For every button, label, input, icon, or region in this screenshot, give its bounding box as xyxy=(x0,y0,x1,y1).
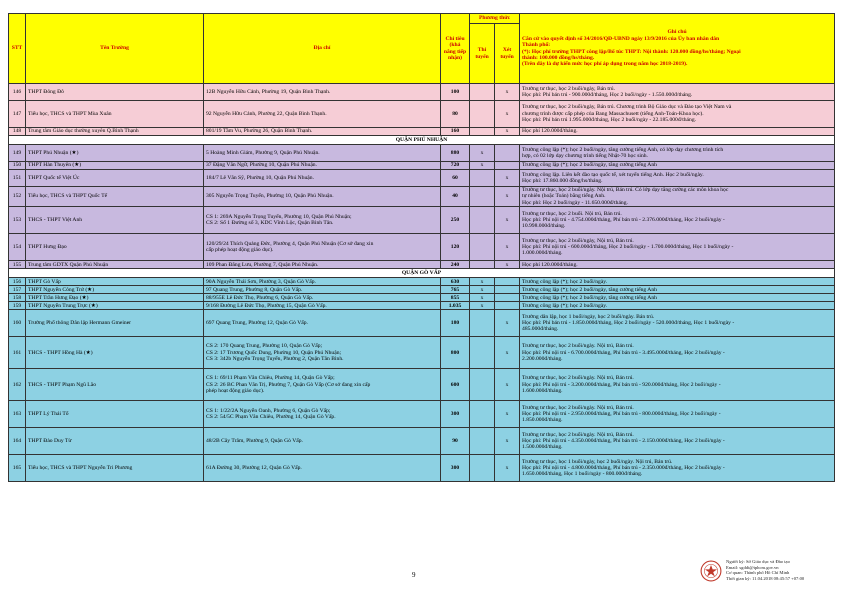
table-row xyxy=(9,310,835,337)
row-quota: 250 xyxy=(441,207,470,234)
row-school-name: THPT Hưng Đạo xyxy=(26,234,204,261)
row-quota: 180 xyxy=(441,310,470,337)
row-stt: 164 xyxy=(9,428,26,455)
row-note: Trường tư thục, học 2 buổi/ngày, Bán trú. Chương trình Bộ Giáo dục và Đào tạo Việt Nam và chương trình được cấp phép của Bang Massachusett (tiếng Anh-Toán-Khoa học). Học phí: Phí bán trú 1.995.000đ/tháng, Học 2 buổi/ngày - 22.185.000đ/tháng. xyxy=(520,101,835,128)
row-exam-mark xyxy=(470,261,495,269)
row-school-name: THPT Nguyễn Công Trứ (★) xyxy=(26,286,204,294)
row-stt: 146 xyxy=(9,84,26,101)
row-stt: 150 xyxy=(9,162,26,170)
row-note: Trường công lập (*); học 2 buổi/ngày, tăng cường tiếng Anh xyxy=(520,162,835,170)
row-stt: 152 xyxy=(9,187,26,207)
row-school-name: THPT Trần Hưng Đạo (★) xyxy=(26,294,204,302)
header-address: Địa chỉ xyxy=(204,14,441,84)
row-review-mark: x xyxy=(495,401,520,428)
row-exam-mark: x xyxy=(470,145,495,162)
row-exam-mark xyxy=(470,401,495,428)
row-exam-mark: x xyxy=(470,294,495,302)
row-stt: 155 xyxy=(9,261,26,269)
header-method-review: Xét tuyển xyxy=(495,24,520,84)
row-stt: 161 xyxy=(9,337,26,369)
row-school-name: THPT Quốc tế Việt Úc xyxy=(26,170,204,187)
row-stt: 149 xyxy=(9,145,26,162)
row-note: Trường tư thục, học 2 buổi/ngày, Nội trú, Bán trú. Học phí: Phí nội trú - 600.000đ/tháng, Học 2 buổi/ngày - 1.700.000đ/tháng, Học 1 buổi/ngày - 1.000.000đ/tháng. xyxy=(520,234,835,261)
row-note: Trường công lập (*); học 2 buổi/ngày. xyxy=(520,278,835,286)
row-note: Trường công lập (*); học 2 buổi/ngày, tăng cường tiếng Anh xyxy=(520,286,835,294)
row-stt: 160 xyxy=(9,310,26,337)
row-stt: 157 xyxy=(9,286,26,294)
row-stt: 153 xyxy=(9,207,26,234)
row-exam-mark: x xyxy=(470,162,495,170)
table-row xyxy=(9,302,835,310)
row-review-mark: x xyxy=(495,170,520,187)
header-quota: Chỉ tiêu (khả năng tiếp nhận) xyxy=(441,14,470,84)
row-school-name: THPT Đào Duy Từ xyxy=(26,428,204,455)
row-school-name: THCS - THPT Phạm Ngũ Lão xyxy=(26,369,204,401)
row-school-name: Tiểu học, THCS và THPT Mùa Xuân xyxy=(26,101,204,128)
row-exam-mark: x xyxy=(470,278,495,286)
header-stt: STT xyxy=(9,14,26,84)
row-review-mark: x xyxy=(495,369,520,401)
header-note: Ghi chú Căn cứ vào quyết định số 34/2016/QĐ-UBND ngày 13/9/2016 của Ủy ban nhân dân Thành phố: (*): Học phí trường THPT công lập/Bổ túc THPT: Nội thành: 120.000 đồng/hs/tháng; Ngoại thành: 100.000 đồng/hs/tháng. (Trên đây là dự kiến mức học phí áp dụng trong năm học 2018-2019). xyxy=(520,14,835,84)
row-address: CS 1: 69/11 Phạm Văn Chiêu, Phường 14, Quận Gò Vấp; CS 2: 26 BC Phan Văn Trị, Phường 7, Quận Gò Vấp (Cơ sở đang xin cấp phép hoạt động giáo dục). xyxy=(204,369,441,401)
row-note: Trường công lập (*); học 2 buổi/ngày. xyxy=(520,302,835,310)
row-school-name: THPT Đông Đô xyxy=(26,84,204,101)
section-go-vap xyxy=(9,269,835,278)
row-address: 92 Nguyễn Hữu Cảnh, Phường 22, Quận Bình Thạnh. xyxy=(204,101,441,128)
row-exam-mark xyxy=(470,428,495,455)
row-review-mark xyxy=(495,294,520,302)
row-address: CS 2: 170 Quang Trung, Phường 10, Quận Gò Vấp; CS 2: 17 Trương Quốc Dung, Phường 10, Quận Phú Nhuận; CS 3: 342b Nguyễn Trọng Tuyển, Phường 2, Quận Tân Bình. xyxy=(204,337,441,369)
row-address: 97 Quang Trung, Phường 8, Quận Gò Vấp. xyxy=(204,286,441,294)
row-note: Trường tư thục, học 2 buổi/ngày. Nội trú, Bán trú. Học phí: Phí nội trú - 3.200.000đ/tháng, Phí bán trú - 920.000đ/tháng, Học 2 buổi/ngày - 1.600.000đ/tháng. xyxy=(520,369,835,401)
row-address: 305 Nguyễn Trọng Tuyển, Phường 10, Quận Phú Nhuận. xyxy=(204,187,441,207)
section-title: QUẬN PHÚ NHUẬN xyxy=(9,136,835,145)
row-stt: 158 xyxy=(9,294,26,302)
row-quota: 300 xyxy=(441,401,470,428)
row-review-mark: x xyxy=(495,207,520,234)
row-quota: 300 xyxy=(441,455,470,482)
row-stt: 148 xyxy=(9,128,26,136)
row-stt: 156 xyxy=(9,278,26,286)
row-note: Trường tư thục, học 1 buổi/ngày, học 2 buổi/ngày. Nội trú, Bán trú. Học phí: Phí nội trú - 4.800.000đ/tháng, Phí bán trú - 2.350.000đ/tháng, Học 2 buổi/ngày - 1.650.000đ/tháng, Học 1 buổi/ngày - 800.000đ/tháng. xyxy=(520,455,835,482)
row-school-name: Tiểu học, THCS và THPT Quốc Tế xyxy=(26,187,204,207)
row-exam-mark xyxy=(470,187,495,207)
header-school-name: Tên Trường xyxy=(26,14,204,84)
row-note: Trường tư thục, học 2 buổi/ngày. Nội trú, Bán trú. Học phí: Phí nội trú - 4.350.000đ/tháng, Phí bán trú - 2.150.000đ/tháng, Học 2 buổi/ngày - 1.500.000đ/tháng. xyxy=(520,428,835,455)
row-quota: 880 xyxy=(441,145,470,162)
row-review-mark: x xyxy=(495,455,520,482)
official-seal-icon xyxy=(700,560,722,582)
row-review-mark xyxy=(495,302,520,310)
row-note: Trường công lập. Liên kết đào tạo quốc tế, xét tuyển tiếng Anh. Học 2 buổi/ngày. Học phí: 17.860.000 đồng/hs/tháng. xyxy=(520,170,835,187)
table-row xyxy=(9,101,835,128)
row-review-mark: x xyxy=(495,101,520,128)
table-row xyxy=(9,84,835,101)
row-stt: 162 xyxy=(9,369,26,401)
row-note: Trường công lập (*); học 2 buổi/ngày, tăng cường tiếng Anh, có lớp dạy chương trình tích hợp, có 02 lớp dạy chương trình tiếng Nhật-70 học sinh. xyxy=(520,145,835,162)
table-row xyxy=(9,187,835,207)
row-review-mark xyxy=(495,278,520,286)
row-address: 120/29/24 Thích Quảng Đức, Phường 4, Quận Phú Nhuận (Cơ sở đang xin cấp phép hoạt động giáo dục). xyxy=(204,234,441,261)
row-address: 5 Hoàng Minh Giám, Phường 9, Quận Phú Nhuận. xyxy=(204,145,441,162)
row-review-mark: x xyxy=(495,428,520,455)
row-address: 12B Nguyễn Hữu Cảnh, Phường 19, Quận Bình Thạnh. xyxy=(204,84,441,101)
row-quota: 630 xyxy=(441,278,470,286)
table-row xyxy=(9,170,835,187)
row-review-mark: x xyxy=(495,261,520,269)
table-row xyxy=(9,428,835,455)
row-review-mark: x xyxy=(495,310,520,337)
row-exam-mark xyxy=(470,101,495,128)
row-review-mark: x xyxy=(495,128,520,136)
row-note: Trường tư thục, học 2 buổi/ngày. Nội trú, Bán trú. Học phí: Phí nội trú - 6.700.000đ/tháng, Phí bán trú - 3.495.000đ/tháng, Học 2 buổi/ngày - 2.200.000đ/tháng. xyxy=(520,337,835,369)
row-school-name: Tiểu học, THCS và THPT Nguyễn Tri Phương xyxy=(26,455,204,482)
row-address: 184/7 Lê Văn Sỹ, Phường 10, Quận Phú Nhuận. xyxy=(204,170,441,187)
row-school-name: THPT Phú Nhuận (★) xyxy=(26,145,204,162)
row-address: CS 1: 1/22/2A Nguyễn Oanh, Phường 6, Quận Gò Vấp; CS 2: 54/5C Phạm Văn Chiêu, Phường 14, Quận Gò Vấp. xyxy=(204,401,441,428)
row-address: 801/19 Tầm Vu, Phường 26, Quận Bình Thạnh. xyxy=(204,128,441,136)
row-review-mark xyxy=(495,286,520,294)
row-school-name: THPT Nguyễn Trung Trực (★) xyxy=(26,302,204,310)
row-review-mark xyxy=(495,145,520,162)
row-exam-mark xyxy=(470,369,495,401)
row-exam-mark xyxy=(470,170,495,187)
row-review-mark: x xyxy=(495,84,520,101)
row-note: Trường tư thục, học 2 buổi/ngày. Nội trú, Bán trú. Có lớp dạy tăng cường các môn khoa học tự nhiên (hoặc Toán) bằng tiếng Anh. Học phí: Học 2 buổi/ngày - 11.650.000đ/tháng. xyxy=(520,187,835,207)
row-exam-mark xyxy=(470,128,495,136)
row-note: Trường tư thục, học 2 buổi. Nội trú, Bán trú. Học phí: Phí nội trú - 4.754.000đ/tháng, Phí bán trú - 2.376.000đ/tháng, Học 2 buổi/ngày - 10.998.000đ/tháng. xyxy=(520,207,835,234)
row-quota: 800 xyxy=(441,337,470,369)
row-quota: 855 xyxy=(441,294,470,302)
table-row xyxy=(9,455,835,482)
row-address: 48/2B Cây Trâm, Phường 9, Quận Gò Vấp. xyxy=(204,428,441,455)
row-review-mark: x xyxy=(495,187,520,207)
row-school-name: THCS - THPT Việt Anh xyxy=(26,207,204,234)
row-exam-mark xyxy=(470,84,495,101)
row-quota: 765 xyxy=(441,286,470,294)
row-quota: 100 xyxy=(441,84,470,101)
row-note: Học phí 120.000đ/tháng. xyxy=(520,128,835,136)
row-school-name: Trung tâm GDTX Quận Phú Nhuận xyxy=(26,261,204,269)
table-row xyxy=(9,234,835,261)
binh-thanh-rows xyxy=(9,84,835,136)
section-title: QUẬN GÒ VẤP xyxy=(9,269,835,278)
section-phu-nhuan xyxy=(9,136,835,145)
table-row xyxy=(9,207,835,234)
row-address: 61A Đường 30, Phường 12, Quận Gò Vấp. xyxy=(204,455,441,482)
go-vap-rows xyxy=(9,278,835,482)
row-school-name: THPT Hàn Thuyên (★) xyxy=(26,162,204,170)
row-address: 90A Nguyễn Thái Sơn, Phường 3, Quận Gò Vấp. xyxy=(204,278,441,286)
row-quota: 80 xyxy=(441,101,470,128)
row-exam-mark xyxy=(470,234,495,261)
header-method-exam: Thi tuyển xyxy=(470,24,495,84)
page-number: 9 xyxy=(412,571,416,579)
row-school-name: Trung tâm Giáo dục thường xuyên Q.Bình Thạnh xyxy=(26,128,204,136)
header-method: Phương thức xyxy=(470,14,520,24)
table-row xyxy=(9,337,835,369)
row-school-name: Trường Phổ thông Dân lập Hermann Gmeiner xyxy=(26,310,204,337)
row-review-mark: x xyxy=(495,234,520,261)
row-stt: 154 xyxy=(9,234,26,261)
row-address: 88/955E Lê Đức Thọ, Phường 6, Quận Gò Vấp. xyxy=(204,294,441,302)
schools-table xyxy=(8,13,835,482)
row-stt: 147 xyxy=(9,101,26,128)
row-stt: 151 xyxy=(9,170,26,187)
row-quota: 160 xyxy=(441,128,470,136)
row-exam-mark: x xyxy=(470,302,495,310)
row-exam-mark xyxy=(470,207,495,234)
row-exam-mark xyxy=(470,337,495,369)
table-row xyxy=(9,261,835,269)
row-school-name: THCS - THPT Hồng Hà (★) xyxy=(26,337,204,369)
row-quota: 1.035 xyxy=(441,302,470,310)
row-exam-mark: x xyxy=(470,286,495,294)
digital-signature: Người ký: Sở Giáo dục và Đào tạo Email: sgddt@tphcm.gov.vn Cơ quan: Thành phố Hồ Chí Minh Thời gian ký: 11.04.2018 08:45:57 +07:00 xyxy=(726,559,805,582)
row-quota: 60 xyxy=(441,170,470,187)
table-row xyxy=(9,369,835,401)
row-quota: 90 xyxy=(441,428,470,455)
row-note: Trường tư thục, học 2 buổi/ngày, Bán trú. Học phí: Phí bán trú - 900.000đ/tháng, Học 2 buổi/ngày - 1.550.000đ/tháng. xyxy=(520,84,835,101)
row-school-name: THPT Lý Thái Tổ xyxy=(26,401,204,428)
table-row xyxy=(9,128,835,136)
row-review-mark: x xyxy=(495,337,520,369)
row-quota: 120 xyxy=(441,234,470,261)
row-stt: 159 xyxy=(9,302,26,310)
table-row xyxy=(9,162,835,170)
table-row xyxy=(9,294,835,302)
row-quota: 240 xyxy=(441,261,470,269)
row-stt: 163 xyxy=(9,401,26,428)
row-exam-mark xyxy=(470,310,495,337)
phu-nhuan-rows xyxy=(9,145,835,269)
table-row xyxy=(9,401,835,428)
row-address: CS 1: 269A Nguyễn Trọng Tuyển, Phường 10, Quận Phú Nhuận; CS 2: Số 1 Đường số 3, KDC Vĩnh Lộc, Quận Bình Tân. xyxy=(204,207,441,234)
table-row xyxy=(9,278,835,286)
row-review-mark xyxy=(495,162,520,170)
row-quota: 600 xyxy=(441,369,470,401)
row-note: Trường tư thục, học 2 buổi/ngày. Nội trú, Bán trú. Học phí: Phí nội trú - 2.950.000đ/tháng, Phí bán trú - 800.000đ/tháng, Học 2 buổi/ngày - 1.850.000đ/tháng. xyxy=(520,401,835,428)
row-exam-mark xyxy=(470,455,495,482)
row-note: Trường công lập (*); học 2 buổi/ngày, tăng cường tiếng Anh xyxy=(520,294,835,302)
table-row xyxy=(9,286,835,294)
row-quota: 40 xyxy=(441,187,470,207)
table-row xyxy=(9,145,835,162)
row-note: Trường dân lập, học 1 buổi/ngày, học 2 buổi/ngày. Bán trú. Học phí: Phí bán trú - 1.850.000đ/tháng, Học 2 buổi/ngày - 520.000đ/tháng, Học 1 buổi/ngày - 485.000đ/tháng. xyxy=(520,310,835,337)
row-quota: 720 xyxy=(441,162,470,170)
row-note: Học phí 120.000đ/tháng. xyxy=(520,261,835,269)
row-address: 9/168 Đường Lê Đức Thọ, Phường 15, Quận Gò Vấp. xyxy=(204,302,441,310)
row-address: 37 Đặng Văn Ngữ, Phường 10, Quận Phú Nhuận. xyxy=(204,162,441,170)
row-school-name: THPT Gò Vấp xyxy=(26,278,204,286)
row-address: 697 Quang Trung, Phường 12, Quận Gò Vấp. xyxy=(204,310,441,337)
row-stt: 165 xyxy=(9,455,26,482)
row-address: 109 Phan Đăng Lưu, Phường 7, Quận Phú Nhuận. xyxy=(204,261,441,269)
